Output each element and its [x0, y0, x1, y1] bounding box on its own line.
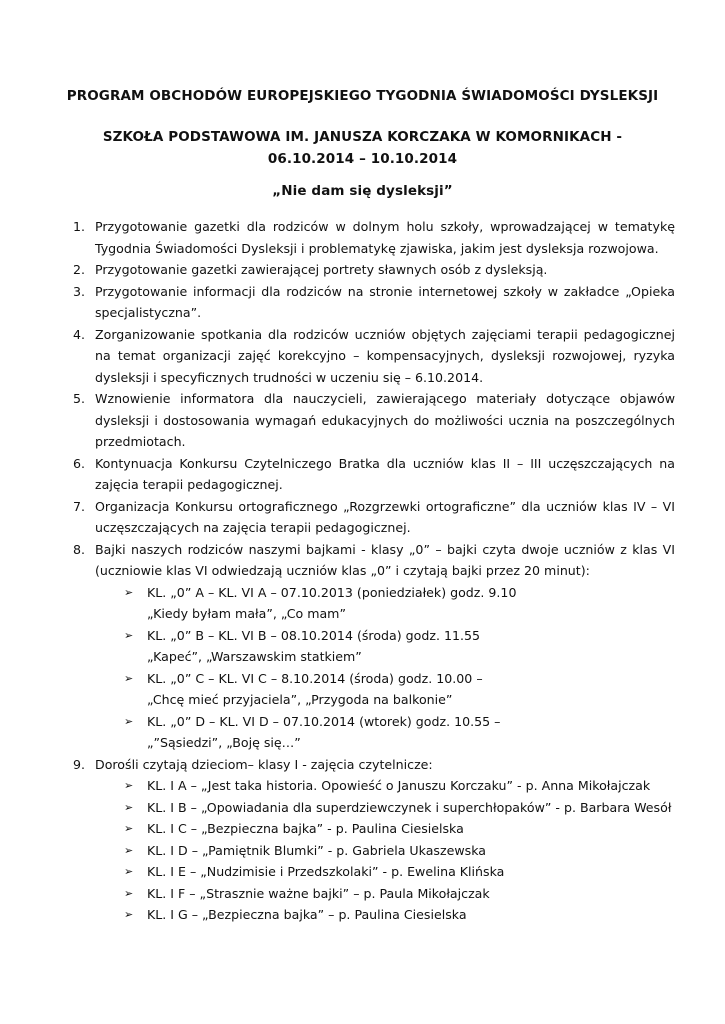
sub-list-item — [0, 797, 725, 819]
sub-list-item — [0, 711, 725, 754]
list-item — [0, 388, 725, 453]
sub-list-item — [0, 904, 725, 926]
arrow-bullet-icon: ➢ — [124, 800, 134, 814]
class-reading-list — [0, 775, 725, 926]
arrow-bullet-icon: ➢ — [124, 886, 134, 900]
class-reading-entry: KL. I F – „Strasznie ważne bajki” – p. Paula Mikołajczak — [147, 885, 490, 901]
sub-list-item — [0, 861, 725, 883]
arrow-bullet-icon: ➢ — [124, 671, 134, 685]
sub-list-item — [0, 883, 725, 905]
item-text: Dorośli czytają dzieciom– klasy I - zajęcia czytelnicze: — [95, 756, 433, 772]
sub-list-item — [0, 818, 725, 840]
list-item — [0, 324, 725, 389]
arrow-bullet-icon: ➢ — [124, 714, 134, 728]
date-range: 06.10.2014 – 10.10.2014 — [267, 151, 458, 167]
class-reading-entry: KL. I D – „Pamiętnik Blumki” - p. Gabriela Ukaszewska — [147, 842, 486, 858]
item-number: 2. — [73, 262, 86, 277]
item-number: 3. — [73, 283, 86, 299]
item-number: 5. — [73, 391, 86, 406]
school-name: SZKOŁA PODSTAWOWA IM. JANUSZA KORCZAKA W KOMORNIKACH - — [102, 129, 623, 145]
arrow-bullet-icon: ➢ — [124, 908, 134, 921]
item-number: 1. — [73, 219, 86, 234]
item-text: Wznowienie informatora dla nauczycieli, zawierającego materiały dotyczące objawów dysleksji i dostosowania wymagań edukacyjnych do możliwości ucznia na poszczególnych przedmiotach. — [95, 391, 675, 449]
arrow-bullet-icon: ➢ — [124, 865, 134, 878]
item-text: Zorganizowanie spotkania dla rodziców uczniów objętych zajęciami terapii pedagogicznej na temat organizacji zajęć korekcyjno – kompensacyjnych, dysleksji rozwojowej, ryzyka dysleksji i specyficznych trudności w uczeniu się – 6.10.2014. — [95, 326, 675, 385]
session-titles: „Kapeć”, „Warszawskim statkiem” — [147, 649, 362, 664]
item-text: Organizacja Konkursu ortograficznego „Rozgrzewki ortograficzne” dla uczniów klas IV – VI uczęszczających na zajęcia terapii pedagogicznej. — [95, 498, 675, 535]
list-item — [0, 453, 725, 496]
item-text: Przygotowanie informacji dla rodziców na stronie internetowej szkoły w zakładce „Opieka specjalistyczna”. — [95, 283, 675, 320]
sub-list-item — [0, 840, 725, 862]
arrow-bullet-icon: ➢ — [124, 585, 134, 599]
arrow-bullet-icon: ➢ — [124, 628, 134, 642]
arrow-bullet-icon: ➢ — [124, 779, 134, 792]
item-text: Bajki naszych rodziców naszymi bajkami - klasy „0” – bajki czyta dwoje uczniów z klas VI (uczniowie klas VI odwiedzają uczniów klas „0” i czytają bajki przez 20 minut): — [95, 541, 675, 578]
sub-list-item — [0, 775, 725, 797]
motto: „Nie dam się dysleksji” — [272, 183, 453, 199]
program-list — [0, 216, 725, 926]
list-item — [0, 539, 725, 754]
list-item — [0, 754, 725, 926]
sub-list-item — [0, 625, 725, 668]
item-text: Kontynuacja Konkursu Czytelniczego Bratka dla uczniów klas II – III uczęszczających na zajęcia terapii pedagogicznej. — [95, 455, 675, 492]
item-text: Przygotowanie gazetki dla rodziców w dolnym holu szkoły, wprowadzającej w tematykę Tygodnia Świadomości Dysleksji i problematykę zjawiska, jakim jest dysleksja rozwojowa. — [95, 219, 675, 256]
arrow-bullet-icon: ➢ — [124, 822, 134, 835]
class-reading-entry: KL. I C – „Bezpieczna bajka” - p. Paulina Ciesielska — [147, 821, 464, 836]
class-reading-entry: KL. I B – „Opowiadania dla superdziewczynek i superchłopaków” - p. Barbara Wesół — [147, 799, 672, 815]
list-item — [0, 259, 725, 281]
item-number: 7. — [73, 498, 86, 514]
item-number: 8. — [73, 541, 86, 557]
session-info: KL. „0” B – KL. VI B – 08.10.2014 (środa) godz. 11.55 — [147, 627, 481, 643]
school-heading — [40, 126, 685, 170]
list-item — [0, 496, 725, 539]
item-number: 9. — [73, 756, 86, 772]
session-titles: „”Sąsiedzi”, „Boję się…” — [147, 735, 301, 750]
class-reading-entry: KL. I G – „Bezpieczna bajka” – p. Paulina Ciesielska — [147, 907, 467, 922]
session-info: KL. „0” A – KL. VI A – 07.10.2013 (poniedziałek) godz. 9.10 — [147, 584, 517, 600]
sub-list-item — [0, 668, 725, 711]
session-info: KL. „0” D – KL. VI D – 07.10.2014 (wtorek) godz. 10.55 – — [147, 713, 501, 729]
sub-list-item — [0, 582, 725, 625]
item-number: 6. — [73, 455, 86, 471]
list-item — [0, 216, 725, 259]
arrow-bullet-icon: ➢ — [124, 843, 134, 857]
reading-schedule-list — [0, 582, 725, 754]
session-titles: „Kiedy byłam mała”, „Co mam” — [147, 606, 346, 621]
list-item — [0, 281, 725, 324]
class-reading-entry: KL. I A – „Jest taka historia. Opowieść o Januszu Korczaku” - p. Anna Mikołajczak — [147, 778, 651, 793]
item-number: 4. — [73, 326, 86, 342]
session-info: KL. „0” C – KL. VI C – 8.10.2014 (środa) godz. 10.00 – — [147, 670, 483, 686]
document-title: PROGRAM OBCHODÓW EUROPEJSKIEGO TYGODNIA ŚWIADOMOŚCI DYSLEKSJI — [66, 88, 659, 104]
session-titles: „Chcę mieć przyjaciela”, „Przygoda na balkonie” — [147, 692, 453, 707]
class-reading-entry: KL. I E – „Nudzimisie i Przedszkolaki” - p. Ewelina Klińska — [147, 864, 505, 879]
item-text: Przygotowanie gazetki zawierającej portrety sławnych osób z dysleksją. — [95, 262, 548, 277]
